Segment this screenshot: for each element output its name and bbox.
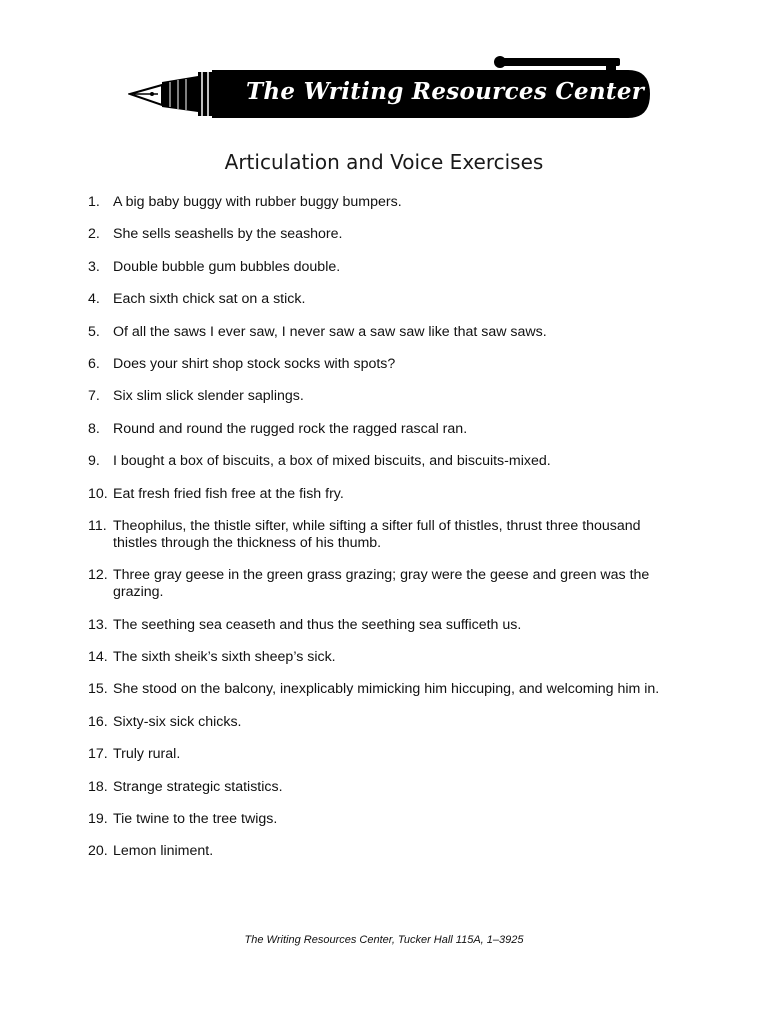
item-number: 20. [88, 843, 108, 860]
item-number: 1. [88, 194, 100, 210]
item-text: She sells seashells by the seashore. [113, 226, 343, 243]
list-item [88, 649, 688, 666]
item-text: A big baby buggy with rubber buggy bumpers. [113, 194, 402, 210]
item-number: 11. [88, 517, 107, 534]
item-number: 17. [88, 746, 108, 763]
item-number: 10. [88, 485, 108, 502]
list-item [88, 194, 688, 211]
item-number: 2. [88, 226, 100, 243]
item-number: 19. [88, 811, 108, 828]
item-text: Truly rural. [113, 746, 181, 763]
list-item [88, 746, 688, 763]
item-text: Tie twine to the tree twigs. [113, 811, 278, 828]
list-item [88, 617, 688, 634]
list-item [88, 486, 688, 503]
item-number: 13. [88, 616, 108, 633]
list-item [88, 421, 688, 438]
item-text: Eat fresh fried fish free at the fish fry. [113, 485, 344, 502]
item-text: Each sixth chick sat on a stick. [113, 291, 306, 308]
item-text: Double bubble gum bubbles double. [113, 258, 341, 275]
item-text: Theophilus, the thistle sifter, while sifting a sifter full of thistles, thrust three thousand thistles through the thickness of his thumb. [113, 517, 641, 551]
list-item [88, 226, 688, 243]
item-text: Lemon liniment. [113, 843, 214, 860]
page-title: Articulation and Voice Exercises [224, 150, 544, 174]
list-item [88, 356, 688, 373]
list-item [88, 518, 688, 552]
list-item [88, 714, 688, 731]
list-item [88, 324, 688, 341]
list-item [88, 453, 688, 470]
item-text: Sixty-six sick chicks. [113, 713, 242, 730]
list-item [88, 843, 688, 860]
item-number: 16. [88, 713, 108, 730]
list-item [88, 291, 688, 308]
item-text: Strange strategic statistics. [113, 778, 283, 795]
item-text: Of all the saws I ever saw, I never saw a saw saw like that saw saws. [113, 323, 547, 340]
item-text: She stood on the balcony, inexplicably mimicking him hiccuping, and welcoming him in. [113, 681, 660, 698]
list-item [88, 779, 688, 796]
item-text: Six slim slick slender saplings. [113, 388, 304, 405]
item-text: I bought a box of biscuits, a box of mixed biscuits, and biscuits-mixed. [113, 453, 551, 470]
list-item [88, 811, 688, 828]
item-number: 7. [88, 388, 100, 405]
item-number: 4. [88, 291, 100, 308]
item-text: The seething sea ceaseth and thus the seething sea sufficeth us. [113, 616, 522, 633]
list-item [88, 567, 688, 601]
page-footer: The Writing Resources Center, Tucker Hall 115A, 1–3925 [244, 934, 524, 946]
item-number: 8. [88, 420, 100, 437]
logo [128, 52, 652, 122]
item-text: Does your shirt shop stock socks with spots? [113, 355, 396, 372]
list-item [88, 259, 688, 276]
item-text: Three gray geese in the green grass grazing; gray were the geese and green was the grazing. [113, 567, 650, 601]
item-number: 18. [88, 778, 108, 795]
item-number: 3. [88, 258, 100, 275]
list-item [88, 681, 688, 698]
list-item [88, 388, 688, 405]
item-text: Round and round the rugged rock the ragged rascal ran. [113, 420, 468, 437]
item-number: 14. [88, 649, 108, 666]
item-number: 6. [88, 355, 100, 372]
item-number: 5. [88, 323, 100, 340]
item-text: The sixth sheik’s sixth sheep’s sick. [113, 649, 336, 666]
exercise-list [88, 194, 688, 876]
item-number: 12. [88, 567, 108, 584]
item-number: 9. [88, 453, 100, 470]
item-number: 15. [88, 681, 108, 698]
logo-text: The Writing Resources Center [246, 78, 645, 105]
